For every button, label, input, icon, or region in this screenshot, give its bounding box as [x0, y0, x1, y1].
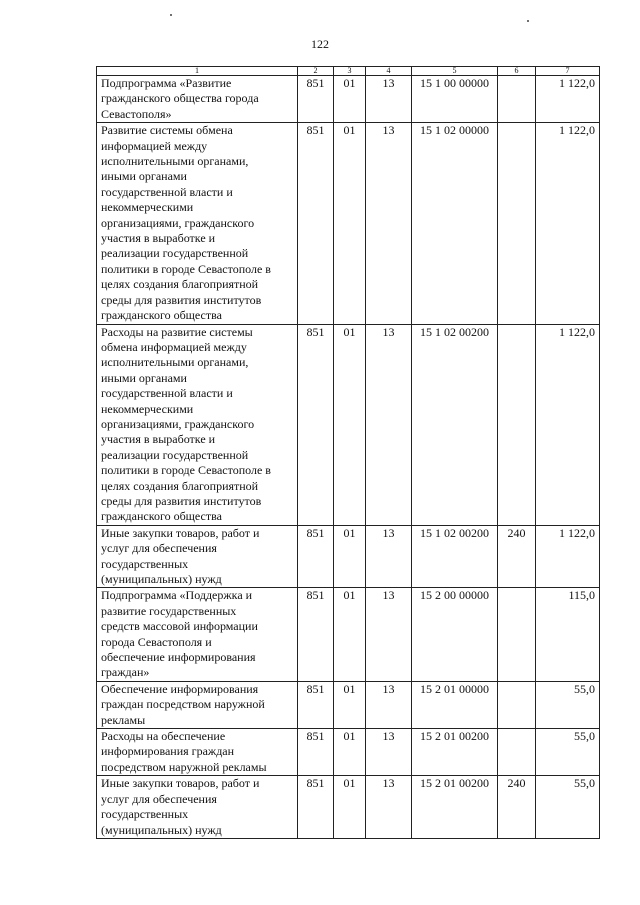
section-code-cell: 01: [334, 123, 366, 324]
target-article-cell: 15 1 02 00000: [412, 123, 498, 324]
amount-cell: 55,0: [536, 776, 600, 839]
ministry-code-cell: 851: [298, 324, 334, 525]
row-name-line: средств массовой информации: [101, 619, 258, 634]
table-row: [97, 76, 600, 123]
row-name-line: информацией между: [101, 138, 208, 153]
amount-cell: 55,0: [536, 729, 600, 776]
ministry-code-cell: 851: [298, 776, 334, 839]
table-row: [97, 588, 600, 681]
row-name-line: граждан»: [101, 665, 150, 680]
row-name-line: организациями, гражданского: [101, 416, 255, 431]
subsection-code-cell: 13: [366, 588, 412, 681]
row-name-line: рекламы: [101, 712, 146, 727]
row-name-line: некоммерческими: [101, 200, 194, 215]
row-name-line: гражданского общества: [101, 509, 222, 524]
row-name-cell: [97, 525, 298, 588]
page-number: 122: [311, 37, 329, 51]
table-row: [97, 681, 600, 728]
section-code-cell: 01: [334, 776, 366, 839]
row-name-line: реализации государственной: [101, 447, 249, 462]
target-article-cell: 15 2 01 00200: [412, 729, 498, 776]
expense-type-cell: [498, 123, 536, 324]
row-name-line: среды для развития институтов: [101, 292, 262, 307]
row-name-line: государственных: [101, 556, 189, 571]
subsection-code-cell: 13: [366, 776, 412, 839]
subsection-code-cell: 13: [366, 324, 412, 525]
table-row: [97, 324, 600, 525]
row-name-line: развитие государственных: [101, 603, 237, 618]
subsection-code-cell: 13: [366, 729, 412, 776]
row-name-line: информирования граждан: [101, 744, 235, 759]
row-name-line: граждан посредством наружной: [101, 697, 265, 712]
row-name-line: Подпрограмма «Поддержка и: [101, 588, 253, 603]
expense-type-cell: 240: [498, 525, 536, 588]
row-name-line: иными органами: [101, 169, 187, 184]
row-name-line: Иные закупки товаров, работ и: [101, 525, 260, 540]
row-name-line: организациями, гражданского: [101, 215, 255, 230]
row-name-line: Расходы на обеспечение: [101, 729, 226, 744]
expense-type-cell: [498, 76, 536, 123]
budget-table: [96, 66, 600, 839]
column-number: 5: [412, 67, 498, 76]
ministry-code-cell: 851: [298, 681, 334, 728]
row-name-line: среды для развития институтов: [101, 493, 262, 508]
row-name-line: реализации государственной: [101, 246, 249, 261]
amount-cell: 115,0: [536, 588, 600, 681]
column-number: 3: [334, 67, 366, 76]
column-number: 2: [298, 67, 334, 76]
column-number: 7: [536, 67, 600, 76]
target-article-cell: 15 1 00 00000: [412, 76, 498, 123]
scan-speck: [527, 20, 529, 22]
row-name-line: Развитие системы обмена: [101, 123, 233, 138]
expense-type-cell: [498, 729, 536, 776]
section-code-cell: 01: [334, 324, 366, 525]
expense-type-cell: [498, 681, 536, 728]
row-name-line: обеспечение информирования: [101, 650, 256, 665]
row-name-line: обмена информацией между: [101, 339, 247, 354]
subsection-code-cell: 13: [366, 76, 412, 123]
row-name-line: (муниципальных) нужд: [101, 822, 222, 837]
row-name-line: иными органами: [101, 370, 187, 385]
section-code-cell: 01: [334, 729, 366, 776]
row-name-cell: [97, 681, 298, 728]
table-row: [97, 729, 600, 776]
row-name-cell: [97, 123, 298, 324]
target-article-cell: 15 1 02 00200: [412, 525, 498, 588]
expense-type-cell: [498, 588, 536, 681]
column-number: 6: [498, 67, 536, 76]
amount-cell: 1 122,0: [536, 76, 600, 123]
row-name-line: посредством наружной рекламы: [101, 759, 267, 774]
row-name-line: участия в выработке и: [101, 231, 216, 246]
table-row: [97, 123, 600, 324]
expense-type-cell: [498, 324, 536, 525]
subsection-code-cell: 13: [366, 681, 412, 728]
row-name-line: участия в выработке и: [101, 432, 216, 447]
row-name-cell: [97, 729, 298, 776]
amount-cell: 1 122,0: [536, 324, 600, 525]
section-code-cell: 01: [334, 588, 366, 681]
subsection-code-cell: 13: [366, 525, 412, 588]
row-name-line: Иные закупки товаров, работ и: [101, 776, 260, 791]
ministry-code-cell: 851: [298, 123, 334, 324]
row-name-cell: [97, 588, 298, 681]
row-name-line: услуг для обеспечения: [101, 541, 217, 556]
section-code-cell: 01: [334, 681, 366, 728]
row-name-line: Обеспечение информирования: [101, 681, 259, 696]
table-row: [97, 776, 600, 839]
row-name-line: политики в городе Севастополе в: [101, 261, 271, 276]
amount-cell: 1 122,0: [536, 525, 600, 588]
row-name-cell: [97, 76, 298, 123]
row-name-line: целях создания благоприятной: [101, 478, 259, 493]
row-name-line: гражданского общества города: [101, 91, 259, 106]
amount-cell: 55,0: [536, 681, 600, 728]
ministry-code-cell: 851: [298, 588, 334, 681]
row-name-line: города Севастополя и: [101, 634, 212, 649]
row-name-cell: [97, 324, 298, 525]
subsection-code-cell: 13: [366, 123, 412, 324]
row-name-line: целях создания благоприятной: [101, 277, 259, 292]
expense-type-cell: 240: [498, 776, 536, 839]
ministry-code-cell: 851: [298, 525, 334, 588]
row-name-line: государственной власти и: [101, 386, 233, 401]
column-number: 1: [97, 67, 298, 76]
section-code-cell: 01: [334, 76, 366, 123]
row-name-line: исполнительными органами,: [101, 154, 249, 169]
table-row: [97, 525, 600, 588]
ministry-code-cell: 851: [298, 729, 334, 776]
amount-cell: 1 122,0: [536, 123, 600, 324]
row-name-line: (муниципальных) нужд: [101, 572, 222, 586]
scan-speck: [170, 14, 172, 16]
row-name-line: исполнительными органами,: [101, 355, 249, 370]
section-code-cell: 01: [334, 525, 366, 588]
column-number: 4: [366, 67, 412, 76]
row-name-line: Севастополя»: [101, 106, 172, 121]
row-name-line: услуг для обеспечения: [101, 791, 217, 806]
row-name-line: Подпрограмма «Развитие: [101, 76, 232, 90]
target-article-cell: 15 1 02 00200: [412, 324, 498, 525]
row-name-line: Расходы на развитие системы: [101, 324, 253, 339]
row-name-cell: [97, 776, 298, 839]
target-article-cell: 15 2 01 00200: [412, 776, 498, 839]
row-name-line: государственной власти и: [101, 184, 233, 199]
row-name-line: гражданского общества: [101, 308, 222, 323]
row-name-line: некоммерческими: [101, 401, 194, 416]
target-article-cell: 15 2 01 00000: [412, 681, 498, 728]
ministry-code-cell: 851: [298, 76, 334, 123]
target-article-cell: 15 2 00 00000: [412, 588, 498, 681]
column-numbers-row: [97, 67, 600, 76]
row-name-line: государственных: [101, 807, 189, 822]
row-name-line: политики в городе Севастополе в: [101, 463, 271, 478]
